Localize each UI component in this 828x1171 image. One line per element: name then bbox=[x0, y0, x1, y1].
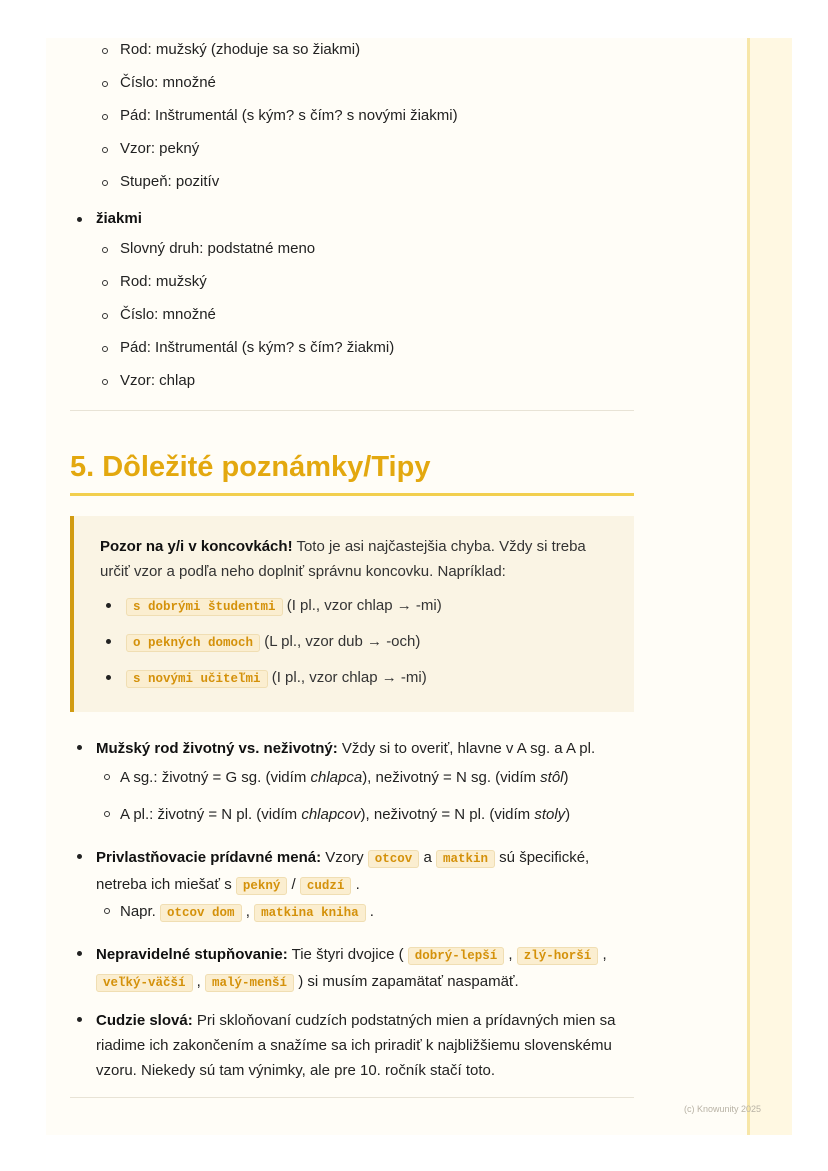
tip-sublist bbox=[96, 765, 634, 827]
tip-item-animate bbox=[70, 736, 634, 827]
list-item: Číslo: množné bbox=[70, 72, 634, 94]
list-item: Slovný druh: podstatné meno bbox=[70, 238, 634, 260]
list-item: Vzor: pekný bbox=[70, 138, 634, 160]
callout-examples bbox=[100, 593, 610, 692]
example-code: s dobrými študentmi bbox=[126, 598, 283, 616]
example-note: (I pl., vzor chlap → -mi) bbox=[282, 597, 442, 614]
ziakmi-title: žiakmi bbox=[96, 210, 142, 227]
tip-item-possessive: Privlastňovacie prídavné mená: Vzory otcov a matkin sú špecifické, netreba ich miešať s pekný / cudzí . Napr. otcov dom , matkina kniha . bbox=[70, 845, 634, 926]
section-heading: 5. Dôležité poznámky/Tipy bbox=[70, 449, 634, 496]
list-item: Stupeň: pozitív bbox=[70, 171, 634, 193]
callout-box bbox=[70, 516, 634, 712]
divider bbox=[70, 1097, 634, 1098]
example-item bbox=[100, 665, 610, 692]
ziakmi-sublist bbox=[70, 238, 634, 392]
example-note: (L pl., vzor dub → -och) bbox=[260, 633, 421, 650]
page-margin-rule bbox=[747, 38, 750, 1135]
tip-bold: Cudzie slová: bbox=[96, 1012, 193, 1029]
page-margin-band bbox=[748, 38, 792, 1135]
list-item: Rod: mužský (zhoduje sa so žiakmi) bbox=[70, 39, 634, 61]
callout-body: Toto je asi najčastejšia chyba. Vždy si treba určiť vzor a podľa neho doplniť správnu koncovku. Napríklad: bbox=[100, 538, 586, 580]
list-item: Pád: Inštrumentál (s kým? s čím? žiakmi) bbox=[70, 337, 634, 359]
example-code: s novými učiteľmi bbox=[126, 670, 268, 688]
callout-text bbox=[100, 534, 610, 584]
document-content bbox=[70, 38, 634, 1098]
list-item: Pád: Inštrumentál (s kým? s čím? s novými žiakmi) bbox=[70, 105, 634, 127]
list-item: Rod: mužský bbox=[70, 271, 634, 293]
top-sublist bbox=[70, 39, 634, 193]
tip-bold: Nepravidelné stupňovanie: bbox=[96, 946, 288, 963]
list-item: Číslo: množné bbox=[70, 304, 634, 326]
example-item bbox=[100, 593, 610, 620]
list-item: A pl.: životný = N pl. (vidím chlapcov), neživotný = N pl. (vidím stoly) bbox=[96, 802, 634, 827]
list-item: A sg.: životný = G sg. (vidím chlapca), neživotný = N sg. (vidím stôl) bbox=[96, 765, 634, 790]
tip-text: Pri skloňovaní cudzích podstatných mien a prídavných mien sa riadime ich zakončením a snažíme sa ich priradiť k najbližšiemu slovenskému vzoru. Niekedy sú tam výnimky, ale pre 10. ročník stačí toto. bbox=[96, 1012, 616, 1079]
tip-bold: Privlastňovacie prídavné mená: bbox=[96, 849, 322, 866]
tip-item-foreign bbox=[70, 1008, 634, 1083]
tip-text: Vždy si to overiť, hlavne v A sg. a A pl. bbox=[337, 740, 596, 757]
copyright-footer: (c) Knowunity 2025 bbox=[684, 1104, 762, 1114]
list-item: Vzor: chlap bbox=[70, 370, 634, 392]
divider bbox=[70, 410, 634, 411]
tip-sublist bbox=[96, 899, 634, 926]
callout-bold: Pozor na y/i v koncovkách! bbox=[100, 538, 293, 555]
example-item bbox=[100, 629, 610, 656]
tips-list bbox=[70, 736, 634, 1083]
tip-item-comparison: Nepravidelné stupňovanie: Tie štyri dvojice ( dobrý-lepší , zlý-horší , veľký-väčší , malý-menší ) si musím zapamätať naspamäť. bbox=[70, 942, 634, 996]
ziakmi-list bbox=[70, 208, 634, 392]
example-note: (I pl., vzor chlap → -mi) bbox=[267, 669, 427, 686]
list-item: Napr. otcov dom , matkina kniha . bbox=[96, 899, 634, 926]
ziakmi-item bbox=[70, 208, 634, 392]
tip-bold: Mužský rod životný vs. neživotný: bbox=[96, 740, 338, 757]
example-code: o pekných domoch bbox=[126, 634, 260, 652]
